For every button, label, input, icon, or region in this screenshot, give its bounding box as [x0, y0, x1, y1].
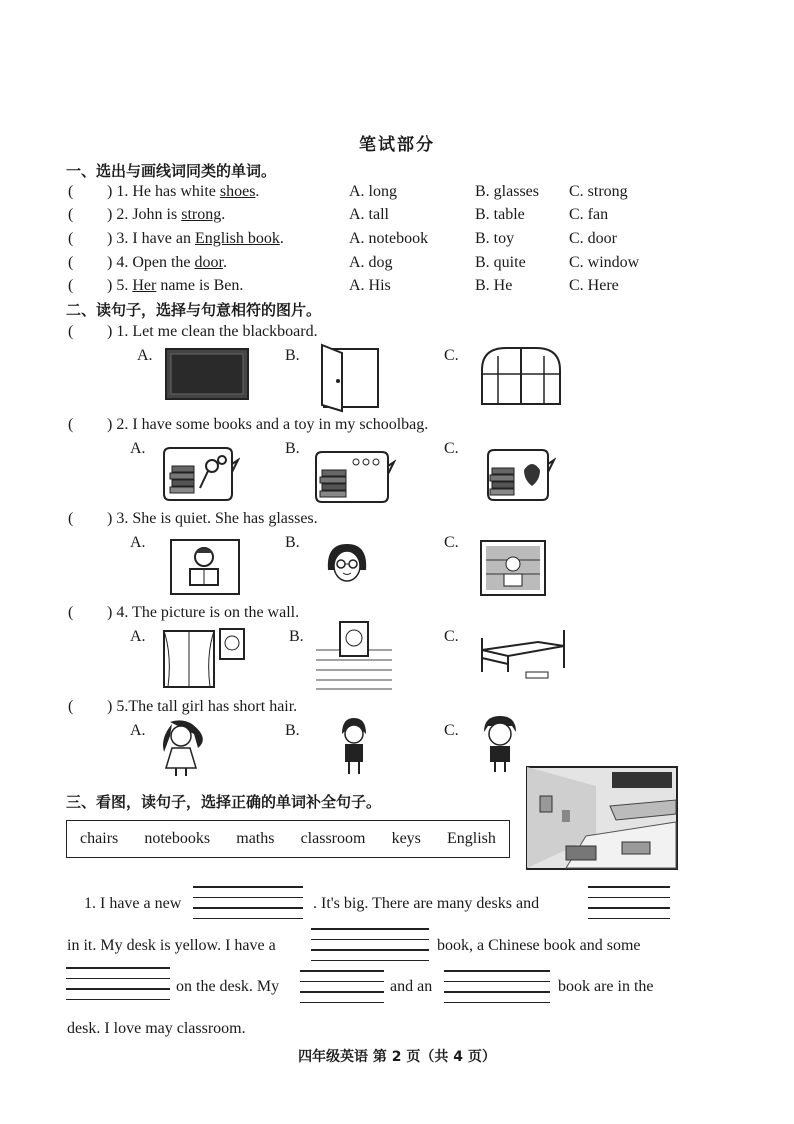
- question-text: ) 5. Her name is Ben.: [107, 277, 244, 294]
- passage-text: 1. I have a new: [84, 895, 182, 912]
- classroom-image: [526, 766, 678, 870]
- option-b-label: B.: [285, 440, 300, 457]
- answer-paren[interactable]: (: [68, 323, 74, 340]
- blackboard-image[interactable]: [165, 348, 249, 400]
- option-c: C. strong: [569, 183, 628, 200]
- option-a-label: A.: [130, 534, 146, 551]
- option-b: B. table: [475, 206, 525, 223]
- option-a-label: A.: [130, 440, 146, 457]
- option-c-label: C.: [444, 534, 459, 551]
- answer-paren[interactable]: (: [68, 416, 74, 433]
- answer-blank[interactable]: [66, 967, 170, 1009]
- question-text: ) 4. Open the door.: [107, 254, 227, 271]
- bed-image[interactable]: [478, 628, 570, 680]
- question-text: ) 1. He has white shoes.: [107, 183, 260, 200]
- question-text: ) 1. Let me clean the blackboard.: [107, 323, 318, 340]
- option-b-label: B.: [285, 722, 300, 739]
- passage-text: book, a Chinese book and some: [437, 937, 641, 954]
- option-b-label: B.: [285, 534, 300, 551]
- option-b: B. glasses: [475, 183, 539, 200]
- word-bank-item: chairs: [80, 830, 119, 847]
- option-a: A. tall: [349, 206, 389, 223]
- option-c-label: C.: [444, 722, 459, 739]
- option-a-label: A.: [130, 628, 146, 645]
- answer-paren[interactable]: (: [68, 604, 74, 621]
- passage-text: and an: [390, 978, 433, 995]
- option-b-label: B.: [285, 347, 300, 364]
- option-c-label: C.: [444, 628, 459, 645]
- option-a-label: A.: [130, 722, 146, 739]
- word-bank-item: classroom: [300, 830, 366, 847]
- question-text: ) 2. I have some books and a toy in my schoolbag.: [107, 416, 429, 433]
- passage-text: in it. My desk is yellow. I have a: [67, 937, 276, 954]
- answer-paren[interactable]: (: [68, 230, 74, 247]
- answer-paren[interactable]: (: [68, 183, 74, 200]
- answer-paren[interactable]: (: [68, 698, 74, 715]
- books-and-keys-image[interactable]: [160, 444, 240, 504]
- passage-text: on the desk. My: [176, 978, 280, 995]
- answer-blank[interactable]: [444, 970, 550, 1012]
- option-c: C. door: [569, 230, 617, 247]
- books-and-keys-image[interactable]: [312, 448, 396, 506]
- passage-text: book are in the: [558, 978, 654, 995]
- option-c-label: C.: [444, 440, 459, 457]
- option-b: B. toy: [475, 230, 515, 247]
- option-a: A. His: [349, 277, 391, 294]
- option-c: C. fan: [569, 206, 609, 223]
- option-c: C. window: [569, 254, 640, 271]
- window-and-picture-image[interactable]: [162, 625, 252, 689]
- section2-heading: 二、读句子，选择与句意相符的图片。: [66, 301, 322, 319]
- option-a-label: A.: [137, 347, 153, 364]
- answer-blank[interactable]: [588, 886, 670, 928]
- answer-paren[interactable]: (: [68, 277, 74, 294]
- question-text: ) 3. I have an English book.: [107, 230, 284, 247]
- page-title: 笔试部分: [359, 135, 435, 155]
- option-b-label: B.: [289, 628, 304, 645]
- option-b: B. He: [475, 277, 513, 294]
- answer-blank[interactable]: [300, 970, 384, 1012]
- word-bank-item: English: [447, 830, 496, 847]
- passage-text: desk. I love may classroom.: [67, 1020, 246, 1037]
- girl-with-glasses-image[interactable]: [324, 540, 370, 588]
- picture-on-wall-image[interactable]: [316, 620, 392, 690]
- window-image[interactable]: [478, 344, 564, 406]
- option-c-label: C.: [444, 347, 459, 364]
- girl-short-hair-image[interactable]: [334, 716, 374, 778]
- word-bank-item: keys: [391, 830, 421, 847]
- girl-long-hair-image[interactable]: [150, 718, 214, 778]
- answer-paren[interactable]: (: [68, 254, 74, 271]
- page-footer: 四年级英语 第 2 页（共 4 页）: [298, 1049, 496, 1065]
- section1-heading: 一、选出与画线词同类的单词。: [66, 162, 277, 180]
- option-b: B. quite: [475, 254, 526, 271]
- boy-image[interactable]: [478, 714, 522, 774]
- girl-in-library-image[interactable]: [480, 540, 546, 596]
- word-bank-item: notebooks: [144, 830, 211, 847]
- word-bank-item: maths: [236, 830, 275, 847]
- answer-blank[interactable]: [193, 886, 303, 928]
- books-and-toy-image[interactable]: [484, 446, 556, 504]
- option-a: A. long: [349, 183, 397, 200]
- boy-reading-image[interactable]: [170, 539, 240, 595]
- answer-blank[interactable]: [311, 928, 429, 970]
- question-text: ) 2. John is strong.: [107, 206, 226, 223]
- option-c: C. Here: [569, 277, 619, 294]
- door-image[interactable]: [318, 343, 382, 413]
- option-a: A. notebook: [349, 230, 429, 247]
- question-text: ) 5.The tall girl has short hair.: [107, 698, 298, 715]
- answer-paren[interactable]: (: [68, 206, 74, 223]
- question-text: ) 4. The picture is on the wall.: [107, 604, 300, 621]
- answer-paren[interactable]: (: [68, 510, 74, 527]
- question-text: ) 3. She is quiet. She has glasses.: [107, 510, 318, 527]
- option-a: A. dog: [349, 254, 393, 271]
- passage-text: . It's big. There are many desks and: [313, 895, 540, 912]
- word-bank: [66, 820, 510, 858]
- section3-heading: 三、看图，读句子，选择正确的单词补全句子。: [66, 793, 382, 811]
